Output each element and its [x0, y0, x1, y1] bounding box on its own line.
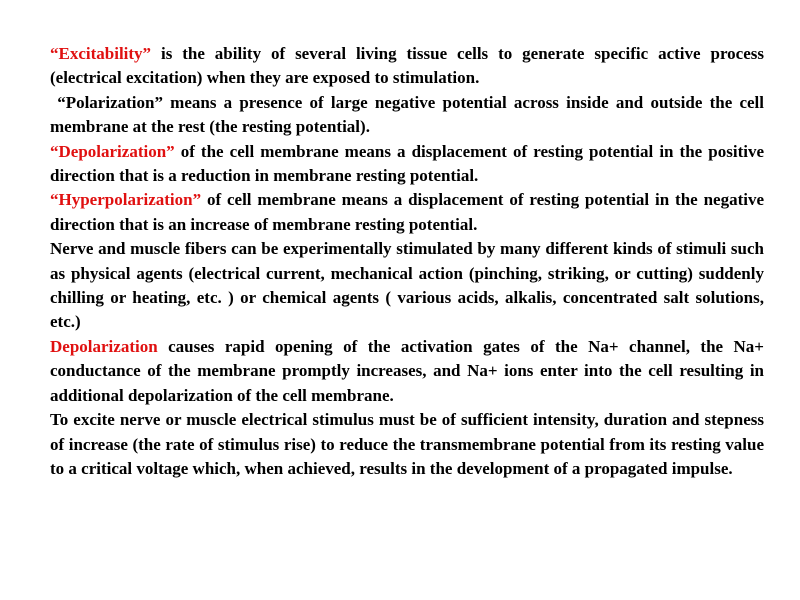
- paragraph-hyperpolarization: [50, 188, 764, 237]
- slide-body: [50, 42, 764, 481]
- term-depolarization-mechanism: Depolarization: [50, 336, 158, 356]
- definition-depolarization: of the cell membrane means a displacement of resting potential in the positive direction that is a reduction in membrane resting potential.: [50, 141, 764, 186]
- term-hyperpolarization: “Hyperpolarization”: [50, 190, 202, 210]
- paragraph-depolarization-mechanism: [50, 335, 764, 408]
- definition-excitability: is the ability of several living tissue cells to generate specific active process (electrical excitation) when they are exposed to stimulation.: [50, 44, 764, 88]
- stimuli-text: Nerve and muscle fibers can be experimentally stimulated by many different kinds of stimuli such as physical agents (electrical current, mechanical action (pinching, striking, or cutting) suddenly chilling or heating, etc. ) or chemical agents ( various acids, alkalis, concentrated salt solutions, etc.): [50, 239, 764, 332]
- term-depolarization: “Depolarization”: [50, 141, 175, 161]
- paragraph-depolarization: [50, 140, 764, 189]
- stimulus-requirements-text: To excite nerve or muscle electrical stimulus must be of sufficient intensity, duration and stepness of increase (the rate of stimulus rise) to reduce the transmembrane potential from its resting value to a critical voltage which, when achieved, results in the development of a propagated impulse.: [50, 410, 764, 478]
- paragraph-stimuli: [50, 237, 764, 335]
- depolarization-mechanism-text: causes rapid opening of the activation gates of the Na+ channel, the Na+ conductance of the membrane promptly increases, and Na+ ions enter into the cell resulting in additional depolarization of the cell membrane.: [50, 336, 764, 405]
- paragraph-excitability: [50, 42, 764, 91]
- definition-polarization: means a presence of large negative potential across inside and outside the cell membrane at the rest (the resting potential).: [50, 92, 764, 137]
- term-excitability: “Excitability”: [50, 44, 152, 63]
- term-polarization: “Polarization”: [50, 92, 163, 112]
- paragraph-polarization: [50, 91, 764, 140]
- definition-hyperpolarization: of cell membrane means a displacement of resting potential in the negative direction that is an increase of membrane resting potential.: [50, 190, 764, 234]
- paragraph-stimulus-requirements: [50, 408, 764, 481]
